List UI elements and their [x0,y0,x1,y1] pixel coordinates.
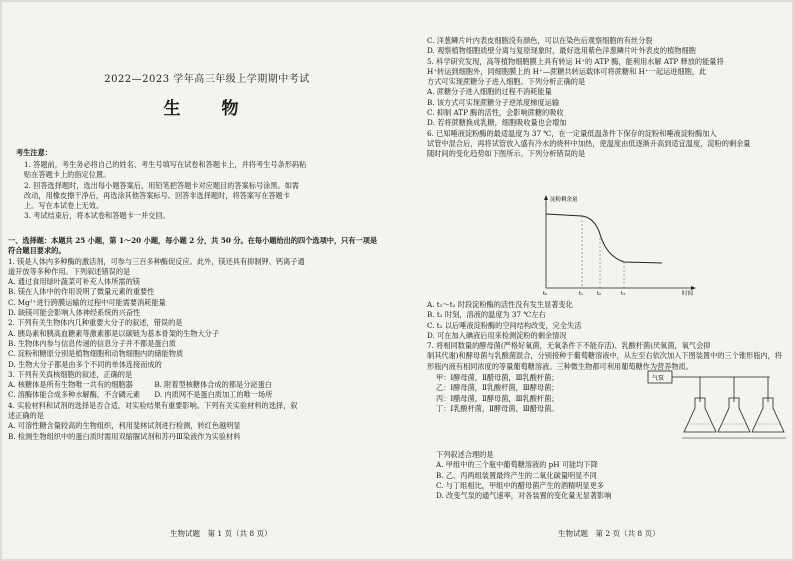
option-line: C. 溶酶体能合成多种水解酶，不含磷元素 D. 内质网不是蛋白质加工的唯一场所 [8,390,273,400]
option-line: B. 镁在人体中的作用说明了微量元素的重要性 [8,287,155,297]
flask-2 [718,398,750,432]
starch-remaining-graph [532,192,702,296]
left-footer: 生物试题 第 1 页（共 8 页） [170,529,272,538]
question-line: 1. 镁是人体内多种酶的激活剂，可参与三百多种酶促反应。此外，镁还具有抑制钾、钙离子通 [8,256,305,266]
exam-sheet [2,2,792,559]
notice-line: 3. 考试结束后，将本试卷和答题卡一并交回。 [24,211,170,221]
question-line: 3. 下列有关真核细胞的叙述，正确的是 [8,369,133,379]
option-line: D. 观察植物细胞质壁分离与复原现象时，最好选用紫色洋葱鳞片叶外表皮的植物细胞 [427,46,696,56]
option-line: A. 胰岛素和胰高血糖素等激素都是以碳链为基本骨架的生物大分子 [8,328,220,338]
option-line: D. 若将蔗糖换成乳糖，细胞吸收量也会增加 [427,118,567,128]
notice-label: 考生注意： [16,148,52,157]
question-line: 下列叙述合理的是 [436,450,494,459]
t1-label: t₁ [579,291,583,296]
air-pump-label: 气泵 [652,375,665,382]
option-line: C. t₂ 以后唾液淀粉酶的空间结构改变，完全失活 [427,320,582,330]
group-line: 丙：Ⅰ醋母菌，Ⅱ酵母菌，Ⅲ乳酸杆菌； [436,393,559,403]
option-line: A. t₁～t₂ 时段淀粉酶的活性没有发生显著变化 [427,300,573,309]
option-line: A. 核糖体是所有生物唯一共有的细胞器 B. 附着型核糖体合成的都是分泌蛋白 [8,380,272,390]
section-heading-cont: 符合题目要求的。 [8,246,66,256]
subject-title: 生 物 [163,99,251,119]
option-line: D. 生物大分子都是由多个不同的单体连接而成的 [8,359,162,369]
t0-label: t₀ [543,291,547,296]
option-line: C. 抑制 ATP 酶的活性，会影响蔗糖的吸收 [427,108,564,118]
notice-line: 贴在答题卡上的指定位置。 [24,170,111,180]
option-line: C. Mg²⁺进行跨膜运输的过程中可能需要消耗能量 [8,297,166,307]
question-line: 制其代谢)和酵母菌与乳酸菌混合，分别接种于葡萄糖溶液中，从左至右依次加入下图装置中的三个锥形瓶内，将 [427,351,782,361]
notice-block [24,160,414,222]
option-line: D. 改变气泵的通气速率，对各装置的变化量无显著影响 [436,491,612,501]
option-line: D. 可在加入碘液后用来检测淀粉的剩余情况 [427,330,567,340]
option-line: A. 甲组中的三个瓶中葡萄糖溶液的 pH 可能均下降 [436,460,598,470]
question-line: 道开放等多种作用。下列叙述错误的是 [8,266,131,276]
notice-line: 2. 回答选择题时，选出每小题答案后，用铅笔把答题卡对应题目的答案标号涂黑。如需 [24,180,300,190]
graph-xlabel: 时间 [682,291,694,296]
option-line: B. 乙、丙两组装置最终产生的二氧化碳量明显不同 [436,470,597,480]
notice-line: 上。写在本试卷上无效。 [24,201,104,211]
group-line: 甲：Ⅰ酵母菌，Ⅱ醋母菌，Ⅲ乳酸杆菌； [436,373,559,382]
notice-line: 1. 答题前，考生务必将自己的姓名、考生号填写在试卷和答题卡上，并将考生号条形码粘 [24,160,307,169]
question-line: H⁺转运到细胞外，同细胞膜上的 H⁺—蔗糖共转运载体可将蔗糖和 H⁺一起运进细胞，此 [427,66,707,76]
option-line: A. 通过食用绿叶蔬菜可补充人体所需的镁 [8,277,140,287]
left-questions [8,236,418,536]
flask-3 [752,398,784,432]
option-line: A. 蔗糖分子进入细胞的过程不消耗能量 [427,87,552,97]
option-line: D. 缺镁可能会影响人体神经系统的兴奋性 [8,308,141,318]
question-line: 2. 下列有关生物体内几种重要大分子的叙述，错误的是 [8,318,183,328]
question-line: 方式可实现蔗糖分子进入细胞。下列分析正确的是 [427,77,586,87]
option-line: C. 淀粉和糖原分别是植物细胞和动物细胞内的储能物质 [8,349,184,359]
group-line: 丁：Ⅰ乳酸杆菌，Ⅱ酵母菌，Ⅲ醋母菌。 [436,403,559,413]
starch-curve [546,214,662,263]
option-line: C. 与丁组相比，甲组中的醋母菌产生的酒精明显更多 [436,480,604,490]
exam-title: 2022—2023 学年高三年级上学期期中考试 [104,74,310,85]
right-top-text [427,36,789,166]
t3-label: t₃ [621,291,625,296]
group-line: 乙：Ⅰ酵母菌，Ⅱ乳酸杆菌，Ⅲ酵母菌； [436,383,559,393]
question-line: 试管中混合后，再将试管放入盛有冷水的烧杯中加热，使温度由低逐渐升高到适宜温度，淀粉的剩余量 [427,138,751,148]
apparatus-diagram [642,368,788,446]
graph-ylabel: 淀粉剩余量 [550,197,578,203]
question-line: 随时间的变化趋势如下图所示。下列分析错误的是 [427,149,586,159]
option-line: C. 洋葱鳞片叶内表皮细胞没有颜色，可以在染色后观察细胞的有丝分裂 [427,36,653,45]
question-line: 5. 科学研究发现，高等植物细胞膜上具有转运 H⁺的 ATP 酶，能利用水解 ATP 释放的能量将 [427,56,724,66]
t2-label: t₂ [597,291,601,296]
option-line: B. 该方式可实现蔗糖分子逆浓度梯度运输 [427,97,560,107]
flask-1 [684,398,716,432]
notice-line: 改动，用橡皮擦干净后，再选涂其他答案标号。回答非选择题时，将答案写在答题卡 [24,190,290,200]
question-line: 述正确的是 [8,411,44,421]
section-heading: 一、选择题：本题共 25 小题，第 1～20 小题，每小题 2 分，共 50 分。在每小题给出的四个选项中，只有一项是 [8,236,378,245]
question-line: 6. 已知唾液淀粉酶的最适温度为 37 ℃，在一定量低温条件下保存的淀粉和唾液淀粉酶加入 [427,128,717,138]
q7-choices [436,450,791,530]
right-footer: 生物试题 第 2 页（共 8 页） [558,529,660,538]
option-line: B. 检测生物组织中的蛋白质时需用双缩脲试剂和苏丹Ⅲ染液作为实验材料 [8,431,241,441]
question-line: 4. 实验材料和试剂的选择是否合适，对实验结果有重要影响。下列有关实验材料的选择，叙 [8,400,298,410]
question-line: 7. 将相同数量的酵母菌(严格好氧菌，无氧条件下不能存活)、乳酸杆菌(厌氧菌，氧气会抑 [427,341,711,351]
question-line: 形瓶内液有相同浓度的等量葡萄糖溶液。三种微生物都可利用葡萄糖作为营养物质。 [427,361,693,371]
option-line: B. 生物体内参与信息传递的信息分子并不都是蛋白质 [8,338,176,348]
option-line: A. 可溶性糖含量较高的生物组织，利用斐林试剂进行检测，转红色越明显 [8,421,241,431]
option-line: B. t₂ 时刻，溶液的温度为 37 ℃左右 [427,310,546,320]
